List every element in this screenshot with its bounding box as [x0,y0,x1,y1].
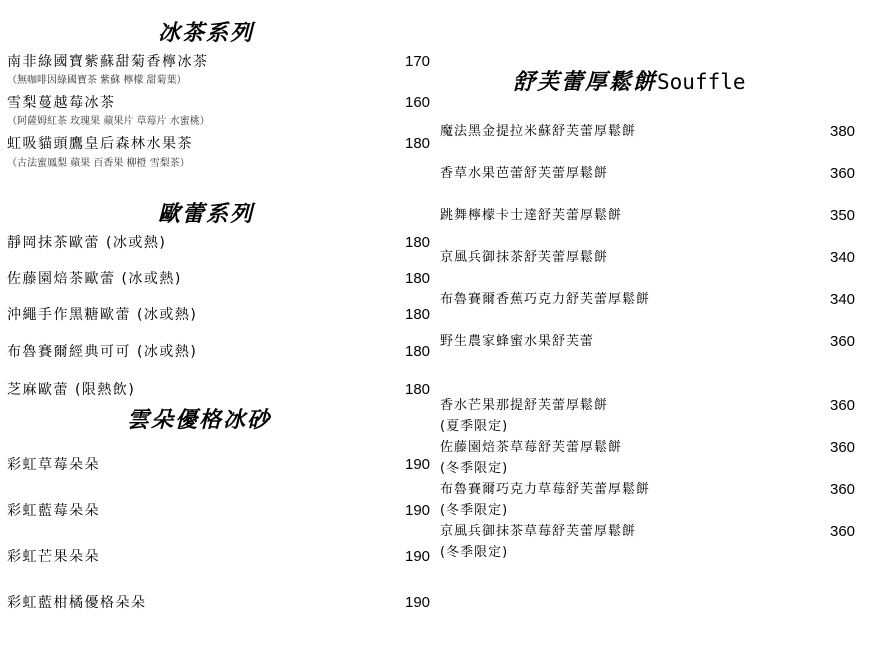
menu-item-price: 340 [830,291,856,308]
menu-item-price: 170 [405,53,431,70]
menu-item-name: 布魯賽爾香蕉巧克力舒芙蕾厚鬆餅 [440,292,651,307]
season-note: (夏季限定) [440,419,509,434]
menu-item-price: 360 [830,523,856,540]
menu-item-description: （阿薩姆紅茶 玫瑰果 蘋果片 草莓片 水蜜桃） [7,116,210,127]
menu-item-price: 190 [405,502,431,519]
menu-item-name: 彩虹芒果朵朵 [7,549,100,565]
menu-item-price: 360 [830,439,856,456]
menu-item-name: 京風兵御抹茶舒芙蕾厚鬆餅 [440,250,609,265]
menu-item-price: 180 [405,381,431,398]
menu-item-price: 380 [830,123,856,140]
menu-item-name: 虹吸貓頭鷹皇后森林水果茶 [7,136,193,152]
menu-item-name: 芝麻歐蕾 (限熱飲) [7,382,136,398]
souffle-heading [513,69,746,95]
menu-item-price: 360 [830,333,856,350]
menu-item-price: 190 [405,548,431,565]
menu-item-name: 魔法黑金提拉米蘇舒芙蕾厚鬆餅 [440,124,637,139]
menu-item-price: 360 [830,481,856,498]
yogurt-smoothie-heading: 雲朵優格冰砂 [127,407,272,433]
menu-item-name: 布魯賽爾經典可可 (冰或熱) [7,344,198,360]
menu-item-price: 180 [405,234,431,251]
menu-item-price: 190 [405,594,431,611]
menu-item-name: 彩虹草莓朵朵 [7,457,100,473]
souffle-heading-title: 舒芙蕾厚鬆餅 [513,69,658,95]
menu-item-description: （古法蜜鳳梨 蘋果 百香果 柳橙 雪梨茶） [7,158,190,169]
menu-item-price: 160 [405,94,431,111]
menu-item-price: 360 [830,165,856,182]
menu-item-price: 350 [830,207,856,224]
menu-item-name: 佐藤園焙茶草莓舒芙蕾厚鬆餅 [440,440,623,455]
souffle-heading-latin: Souffle [657,70,746,94]
menu-item-name: 佐藤園焙茶歐蕾 (冰或熱) [7,271,182,287]
menu-item-price: 190 [405,456,431,473]
menu-item-price: 180 [405,306,431,323]
menu-item-name: 野生農家蜂蜜水果舒芙蕾 [440,334,595,349]
menu-item-price: 180 [405,270,431,287]
menu-item-name: 香草水果芭蕾舒芙蕾厚鬆餅 [440,166,609,181]
aulait-heading: 歐蕾系列 [158,201,255,227]
menu-item-price: 180 [405,135,431,152]
menu-item-description: （無咖啡因綠國寶茶 紫蘇 檸檬 甜菊葉） [7,75,187,86]
season-note: (冬季限定) [440,503,509,518]
season-note: (冬季限定) [440,545,509,560]
menu-item-price: 180 [405,343,431,360]
menu-item-name: 布魯賽爾巧克力草莓舒芙蕾厚鬆餅 [440,482,651,497]
menu-item-name: 跳舞檸檬卡士達舒芙蕾厚鬆餅 [440,208,623,223]
menu-item-name: 香水芒果那提舒芙蕾厚鬆餅 [440,398,609,413]
iced-tea-heading: 冰茶系列 [158,20,255,46]
season-note: (冬季限定) [440,461,509,476]
menu-item-name: 南非綠國寶紫蘇甜菊香檸冰茶 [7,54,209,70]
menu-item-name: 彩虹藍莓朵朵 [7,503,100,519]
menu-item-price: 340 [830,249,856,266]
menu-item-name: 彩虹藍柑橘優格朵朵 [7,595,147,611]
menu-item-price: 360 [830,397,856,414]
menu-item-name: 靜岡抹茶歐蕾 (冰或熱) [7,235,167,251]
menu-item-name: 沖繩手作黑糖歐蕾 (冰或熱) [7,307,198,323]
menu-item-name: 雪梨蔓越莓冰茶 [7,95,116,111]
menu-item-name: 京風兵御抹茶草莓舒芙蕾厚鬆餅 [440,524,637,539]
